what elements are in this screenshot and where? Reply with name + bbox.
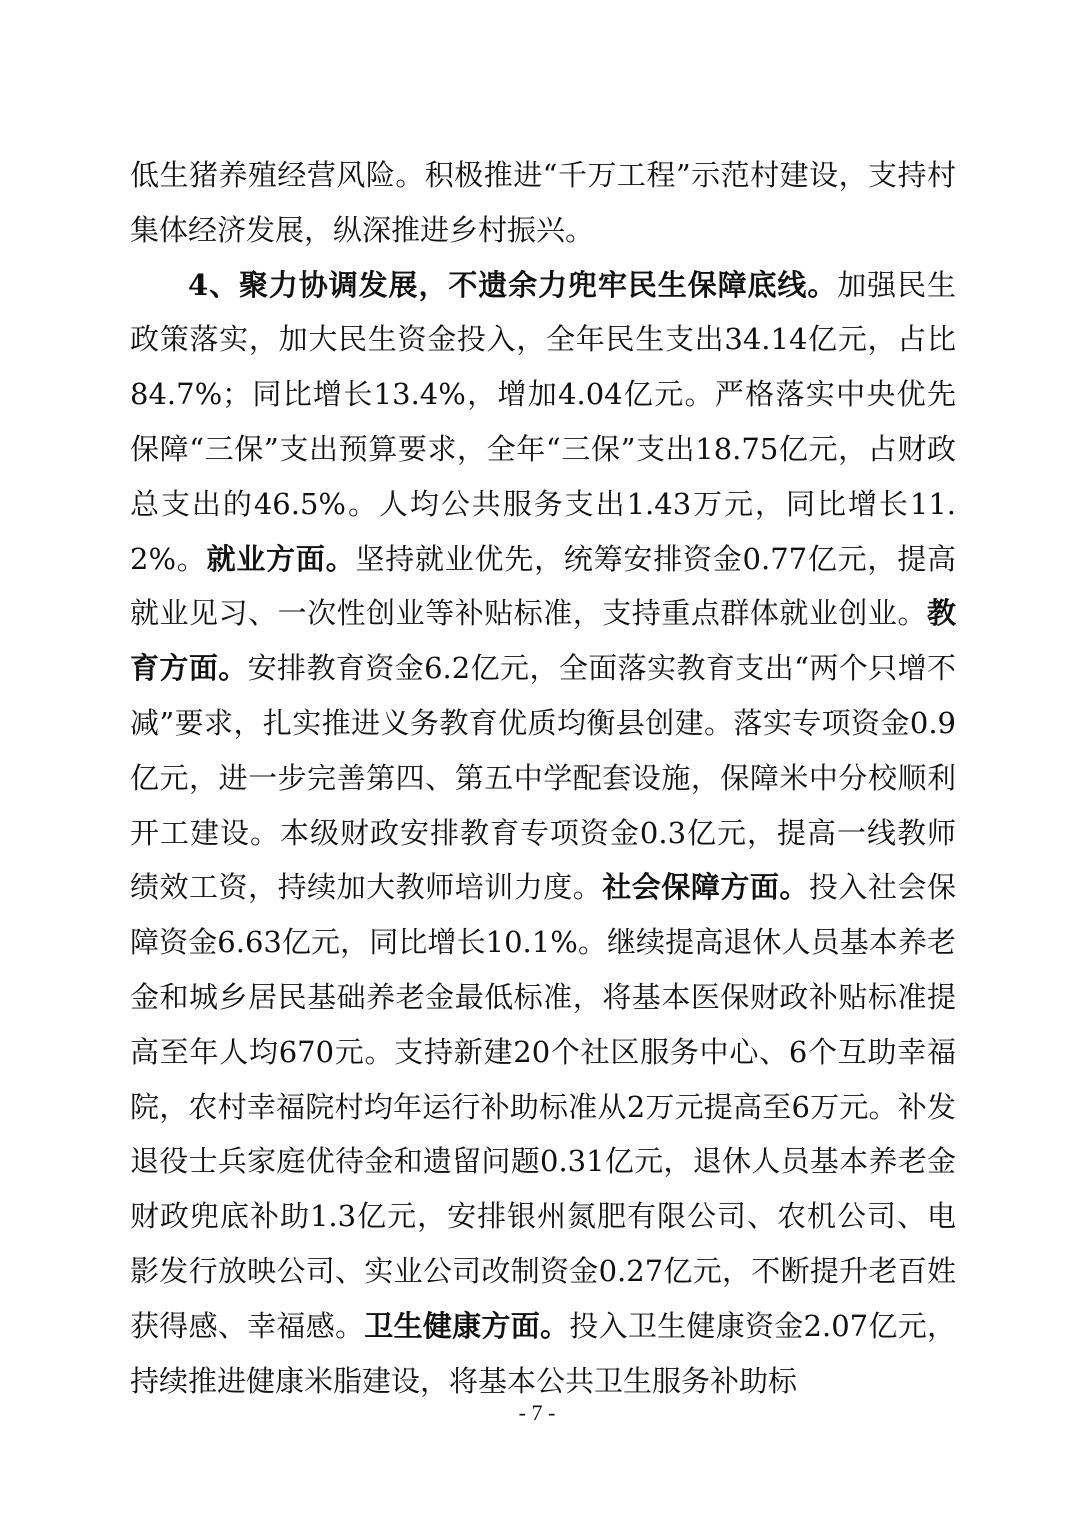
social-security-text: 投入社会保障资金6.63亿元，同比增长10.1%。继续提高退休人员基本养老金和城乡居民基础养老金最低标准，将基本医保财政补贴标准提高至年人均670元。支持新建20个社区服务中心、6个互助幸福院，农村幸福院村均年运行补助标准从2万元提高至6万元。补发退役士兵家庭优待金和遗留问题0.31亿元，退休人员基本养老金财政兜底补助1.3亿元，安排银州氮肥有限公司、农机公司、电影发行放映公司、实业公司改制资金0.27亿元，不断提升老百姓获得感、幸福感。 — [130, 870, 956, 1343]
employment-text: 坚持就业优先，统筹安排资金0.77亿元，提高就业见习、一次性创业等补贴标准，支持重点群体就业创业。 — [130, 541, 956, 631]
education-label: 教育方面。 — [130, 596, 956, 686]
social-security-label: 社会保障方面。 — [602, 870, 809, 905]
paragraph-2 — [130, 258, 956, 1409]
paragraph-1 — [130, 148, 956, 258]
education-text: 安排教育资金6.2亿元，全面落实教育支出“两个只增不减”要求，扎实推进义务教育优质均衡县创建。落实专项资金0.9亿元，进一步完善第四、第五中学配套设施，保障米中分校顺利开工建设。本级财政安排教育专项资金0.3亿元，提高一线教师绩效工资，持续加大教师培训力度。 — [130, 651, 956, 905]
document-body — [130, 148, 956, 1408]
employment-label: 就业方面。 — [206, 541, 356, 576]
page-number: - 7 - — [518, 1400, 556, 1425]
section-heading: 4、聚力协调发展，不遗余力兜牢民生保障底线。 — [188, 267, 838, 302]
health-text: 投入卫生健康资金2.07亿元，持续推进健康米脂建设，将基本公共卫生服务补助标 — [130, 1308, 956, 1398]
paragraph-1-text: 低生猪养殖经营风险。积极推进“千万工程”示范村建设，支持村集体经济发展，纵深推进乡村振兴。 — [130, 158, 956, 247]
section-intro-text: 加强民生政策落实，加大民生资金投入，全年民生支出34.14亿元，占比84.7%；同比增长13.4%，增加4.04亿元。严格落实中央优先保障“三保”支出预算要求，全年“三保”支出18.75亿元，占财政总支出的46.5%。人均公共服务支出1.43万元，同比增长11.2%。 — [130, 267, 956, 576]
health-label: 卫生健康方面。 — [364, 1308, 570, 1343]
